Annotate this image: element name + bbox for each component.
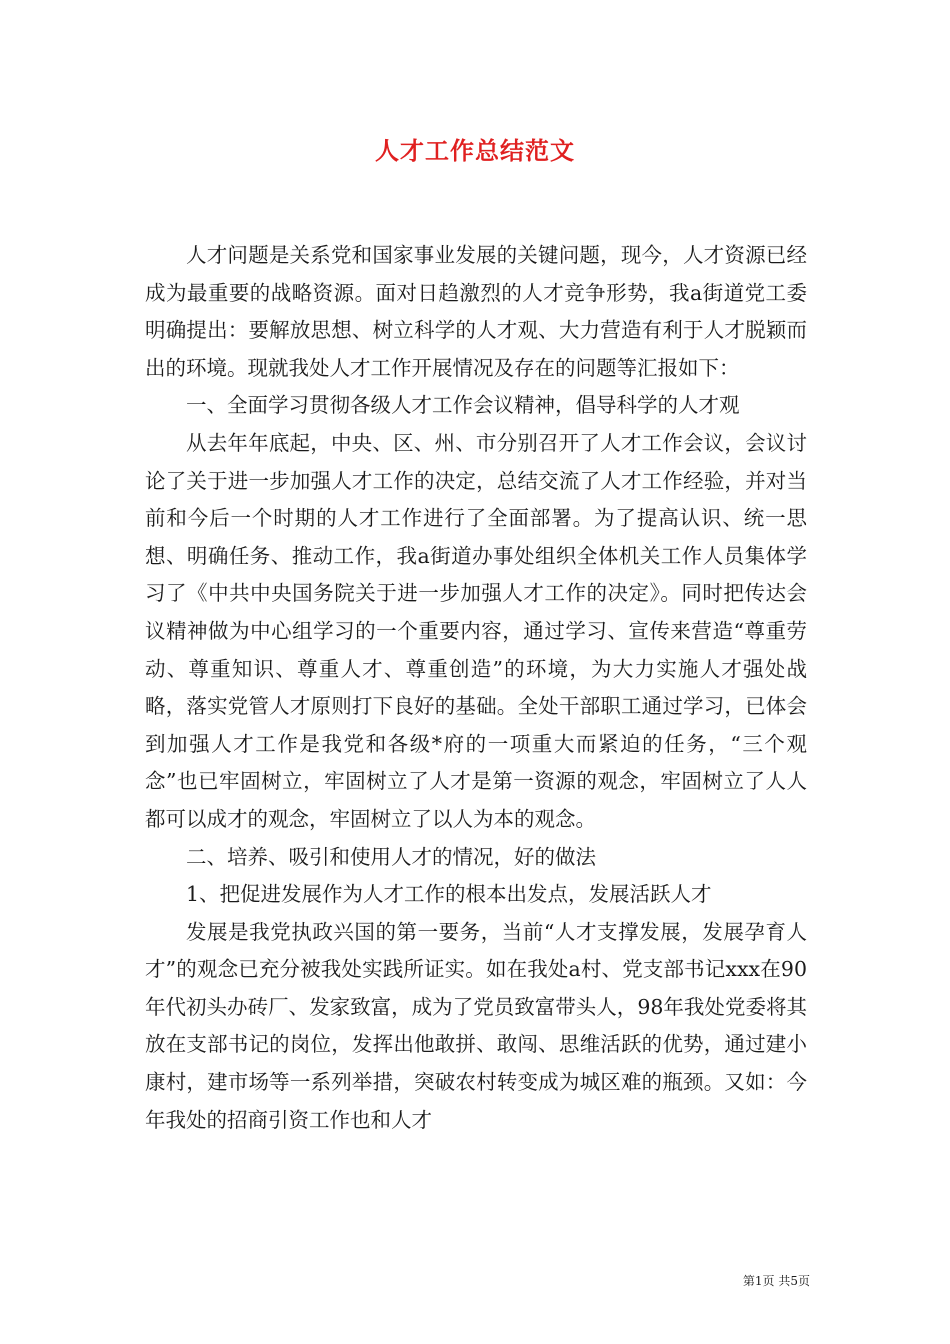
paragraph-subsection-1: 发展是我党执政兴国的第一要务，当前“人才支撑发展，发展孕育人才”的观念已充分被我处实践所证实。如在我处a村、党支部书记xxx在90年代初头办砖厂、发家致富，成为了党员致富带头人，98年我处党委将其放在支部书记的岗位，发挥出他敢拼、敢闯、思维活跃的优势，通过建小康村，建市场等一系列举措，突破农村转变成为城区难的瓶颈。又如：今年我处的招商引资工作也和人才 (145, 919, 807, 1132)
footer-middle: 页 共 (762, 1274, 791, 1288)
paragraph-intro: 人才问题是关系党和国家事业发展的关键问题，现今，人才资源已经成为最重要的战略资源。面对日趋激烈的人才竞争形势，我a街道党工委明确提出：要解放思想、树立科学的人才观、大力营造有利于人才脱颖而出的环境。现就我处人才工作开展情况及存在的问题等汇报如下： (145, 243, 807, 380)
subsection-heading-1: 1、把促进发展作为人才工作的根本出发点，发展活跃人才 (186, 882, 712, 907)
footer-total-pages: 5 (790, 1274, 798, 1288)
section-heading-2: 二、培养、吸引和使用人才的情况，好的做法 (186, 844, 596, 869)
footer-suffix: 页 (797, 1274, 810, 1288)
page-number-footer (700, 1272, 810, 1289)
paragraph-section-1: 从去年年底起，中央、区、州、市分别召开了人才工作会议，会议讨论了关于进一步加强人才工作的决定，总结交流了人才工作经验，并对当前和今后一个时期的人才工作进行了全面部署。为了提高认识、统一思想、明确任务、推动工作，我a街道办事处组织全体机关工作人员集体学习了《中共中央国务院关于进一步加强人才工作的决定》。同时把传达会议精神做为中心组学习的一个重要内容，通过学习、宣传来营造“尊重劳动、尊重知识、尊重人才、尊重创造”的环境，为大力实施人才强处战略，落实党管人才原则打下良好的基础。全处干部职工通过学习，已体会到加强人才工作是我党和各级*府的一项重大而紧迫的任务，“三个观念”也已牢固树立，牢固树立了人才是第一资源的观念，牢固树立了人人都可以成才的观念，牢固树立了以人为本的观念。 (145, 430, 807, 831)
footer-prefix: 第 (742, 1274, 755, 1288)
document-body (145, 237, 807, 1139)
section-heading-1: 一、全面学习贯彻各级人才工作会议精神，倡导科学的人才观 (186, 393, 740, 418)
footer-current-page: 1 (754, 1274, 763, 1288)
document-title: 人才工作总结范文 (375, 136, 575, 165)
